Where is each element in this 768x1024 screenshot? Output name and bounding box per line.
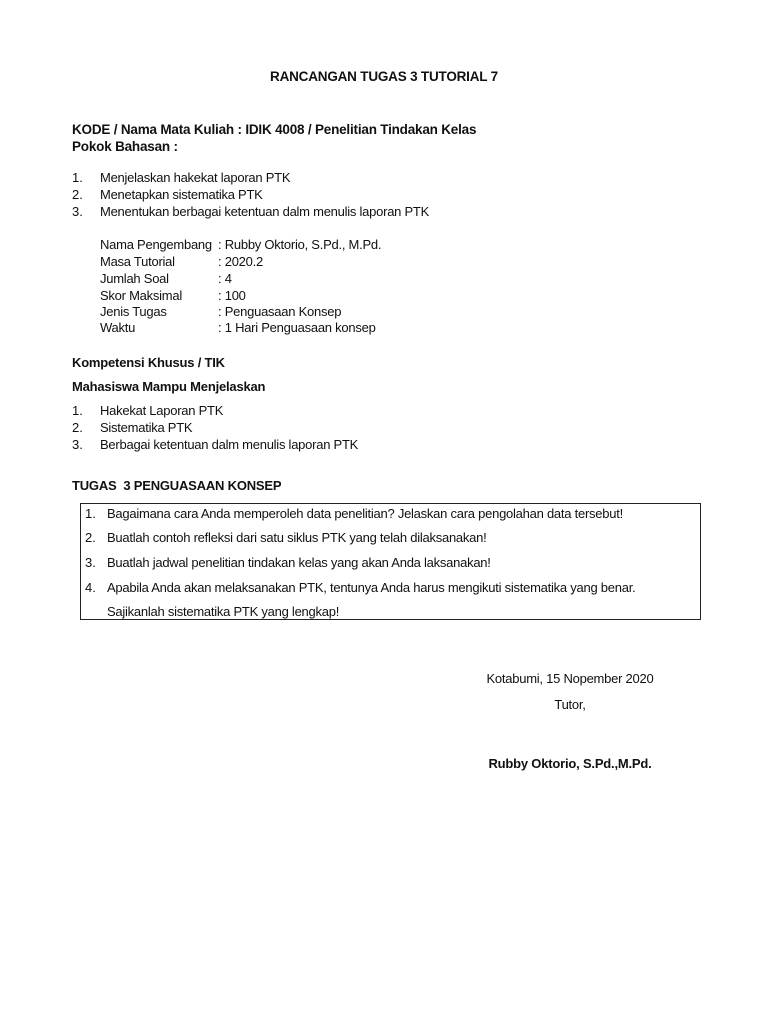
meta-key: Masa Tutorial [100, 254, 175, 269]
place-date: Kotabumi, 15 Nopember 2020 [486, 671, 654, 686]
list-text: Sistematika PTK [100, 420, 193, 435]
topic-heading: Pokok Bahasan : [72, 139, 178, 154]
course-line: KODE / Nama Mata Kuliah : IDIK 4008 / Penelitian Tindakan Kelas [72, 122, 477, 137]
task-number: 2. [85, 530, 96, 545]
meta-key: Nama Pengembang [100, 237, 212, 252]
meta-key: Jumlah Soal [100, 271, 169, 286]
meta-key: Skor Maksimal [100, 288, 182, 303]
document-title: RANCANGAN TUGAS 3 TUTORIAL 7 [270, 69, 498, 84]
meta-value: : Penguasaan Konsep [218, 304, 342, 319]
list-number: 1. [72, 403, 83, 418]
meta-key: Jenis Tugas [100, 304, 167, 319]
signature-name: Rubby Oktorio, S.Pd.,M.Pd. [488, 756, 652, 771]
list-text: Menjelaskan hakekat laporan PTK [100, 170, 291, 185]
meta-value: : 1 Hari Penguasaan konsep [218, 320, 376, 335]
meta-value: : 100 [218, 288, 246, 303]
list-text: Hakekat Laporan PTK [100, 403, 224, 418]
task-text: Apabila Anda akan melaksanakan PTK, tentunya Anda harus mengikuti sistematika yang benar. [107, 580, 636, 595]
signature-role: Tutor, [554, 697, 586, 712]
list-number: 1. [72, 170, 83, 185]
task-number: 3. [85, 555, 96, 570]
list-text: Menentukan berbagai ketentuan dalm menulis laporan PTK [100, 204, 430, 219]
competency-subheading: Mahasiswa Mampu Menjelaskan [72, 379, 266, 394]
list-number: 2. [72, 420, 83, 435]
task-box [80, 503, 701, 620]
meta-key: Waktu [100, 320, 136, 335]
task-text: Sajikanlah sistematika PTK yang lengkap! [107, 604, 340, 619]
task-text: Buatlah contoh refleksi dari satu siklus PTK yang telah dilaksanakan! [107, 530, 487, 545]
meta-value: : 2020.2 [218, 254, 263, 269]
meta-value: : Rubby Oktorio, S.Pd., M.Pd. [218, 237, 382, 252]
task-text: Buatlah jadwal penelitian tindakan kelas yang akan Anda laksanakan! [107, 555, 491, 570]
task-number: 1. [85, 506, 96, 521]
list-number: 3. [72, 204, 83, 219]
task-number: 4. [85, 580, 96, 595]
task-heading: TUGAS 3 PENGUASAAN KONSEP [72, 478, 282, 493]
list-text: Menetapkan sistematika PTK [100, 187, 263, 202]
competency-heading: Kompetensi Khusus / TIK [72, 355, 225, 370]
list-text: Berbagai ketentuan dalm menulis laporan PTK [100, 437, 359, 452]
list-number: 3. [72, 437, 83, 452]
list-number: 2. [72, 187, 83, 202]
meta-value: : 4 [218, 271, 232, 286]
task-text: Bagaimana cara Anda memperoleh data penelitian? Jelaskan cara pengolahan data tersebut! [107, 506, 623, 521]
